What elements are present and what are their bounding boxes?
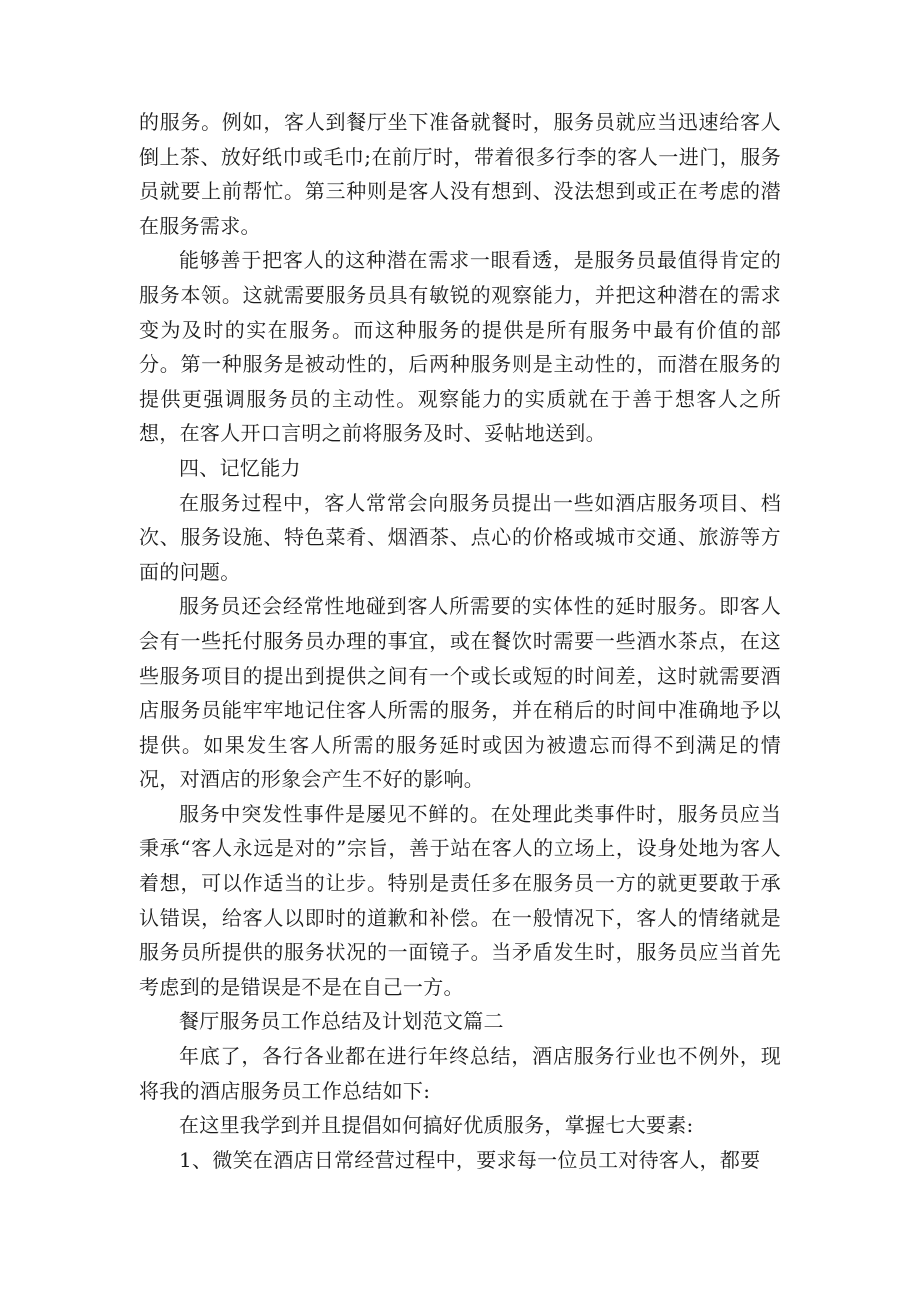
document-body xyxy=(139,105,781,1177)
list-item-1: 1、微笑在酒店日常经营过程中，要求每一位员工对待客人，都要 xyxy=(179,1147,761,1172)
paragraph-7: 在这里我学到并且提倡如何搞好优质服务，掌握七大要素: xyxy=(179,1113,694,1138)
paragraph-2: 能够善于把客人的这种潜在需求一眼看透，是服务员最值得肯定的服务本领。这就需要服务员具有敏锐的观察能力，并把这种潜在的需求变为及时的实在服务。而这种服务的提供是所有服务中最有价值的部分。第一种服务是被动性的，后两种服务则是主动性的，而潜在服务的提供更强调服务员的主动性。观察能力的实质就在于善于想客人之所想，在客人开口言明之前将服务及时、妥帖地送到。 xyxy=(139,248,781,446)
section-heading-memory: 四、记忆能力 xyxy=(179,455,301,480)
paragraph-4: 服务员还会经常性地碰到客人所需要的实体性的延时服务。即客人会有一些托付服务员办理的事宜，或在餐饮时需要一些酒水茶点，在这些服务项目的提出到提供之间有一个或长或短的时间差，这时就需要酒店服务员能牢牢地记住客人所需的服务，并在稍后的时间中准确地予以提供。如果发生客人所需的服务延时或因为被遗忘而得不到满足的情况，对酒店的形象会产生不好的影响。 xyxy=(139,594,781,792)
paragraph-6: 年底了，各行各业都在进行年终总结，酒店服务行业也不例外，现将我的酒店服务员工作总结如下: xyxy=(139,1044,781,1103)
article-title-part-two: 餐厅服务员工作总结及计划范文篇二 xyxy=(179,1009,504,1034)
paragraph-3: 在服务过程中，客人常常会向服务员提出一些如酒店服务项目、档次、服务设施、特色菜肴、烟酒茶、点心的价格或城市交通、旅游等方面的问题。 xyxy=(139,490,781,584)
paragraph-1: 的服务。例如，客人到餐厅坐下准备就餐时，服务员就应当迅速给客人倒上茶、放好纸巾或毛巾;在前厅时，带着很多行李的客人一进门，服务员就要上前帮忙。第三种则是客人没有想到、没法想到或正在考虑的潜在服务需求。 xyxy=(139,110,781,238)
paragraph-5: 服务中突发性事件是屡见不鲜的。在处理此类事件时，服务员应当秉承“客人永远是对的”宗旨，善于站在客人的立场上，设身处地为客人着想，可以作适当的让步。特别是责任多在服务员一方的就更要敢于承认错误，给客人以即时的道歉和补偿。在一般情况下，客人的情绪就是服务员所提供的服务状况的一面镜子。当矛盾发生时，服务员应当首先考虑到的是错误是不是在自己一方。 xyxy=(139,801,781,999)
